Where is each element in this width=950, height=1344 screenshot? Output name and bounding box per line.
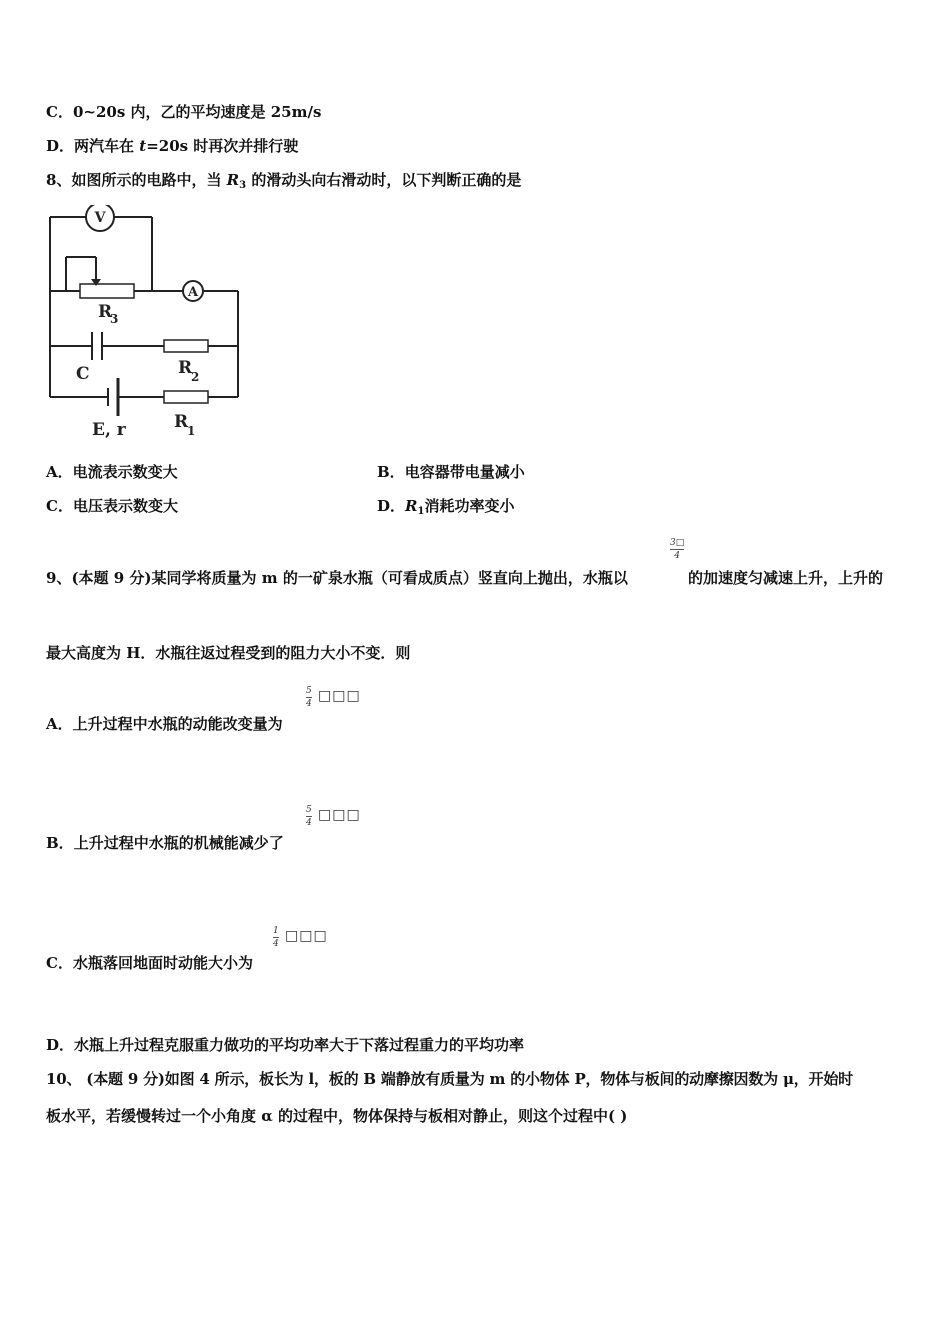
option-label: D． [46,1036,75,1054]
fraction-numerator: 5 [306,805,312,815]
q9-stem-line1-tail [688,568,883,588]
q10-stem-line2 [46,1106,627,1126]
q9-option-a [46,714,283,734]
option-text: 电容器带电量减小 [404,463,525,481]
q8-option-d [377,496,514,522]
fraction-numerator: 3□ [670,538,685,548]
variable-r: R [405,497,418,515]
slider-arrow-icon [91,279,101,286]
question-number: 8、 [46,171,72,189]
q10-stem-line1 [46,1069,853,1089]
option-label: C． [46,954,73,972]
option-label: D． [377,497,406,515]
stem-text: 的加速度匀减速上升，上升的 [688,569,884,587]
option-text: 消耗功率变小 [424,497,515,515]
fraction-denominator: 4 [273,939,279,949]
fraction-numerator: 1 [273,926,279,936]
q9-option-b [46,833,284,853]
q9-a-missing-glyphs: □□□ [318,688,361,704]
fraction-denominator: 4 [306,818,312,828]
option-text: 电流表示数变大 [72,463,178,481]
fraction-denominator: 4 [306,699,312,709]
q9-option-d [46,1035,524,1055]
ammeter-label: A [187,285,199,300]
subscript: 1 [417,506,425,517]
q9-option-c [46,953,253,973]
option-label: A． [46,463,73,481]
fraction-denominator: 4 [674,551,680,561]
option-label: C． [46,497,73,515]
question-number: 10、 [46,1070,82,1088]
q9-b-fraction [306,805,312,828]
r2-subscript: 2 [191,370,200,384]
fraction-bar [273,937,279,938]
r3-label: R [98,302,113,322]
q8-option-a [46,462,178,482]
q7-option-c [46,102,321,122]
fraction-bar [306,697,312,698]
q8-option-c [46,496,178,516]
stem-text: 如图所示的电路中，当 [71,171,227,189]
q8-option-b [377,462,525,482]
stem-text: 的滑动头向右滑动时，以下判断正确的是 [246,171,522,189]
r3-subscript: 3 [110,312,119,326]
option-text: 水瓶落回地面时动能大小为 [72,954,253,972]
q7-option-d [46,136,298,156]
fraction-bar [306,816,312,817]
accel-fraction [670,538,684,561]
q9-a-fraction [306,686,312,709]
subscript: 3 [239,180,247,191]
capacitor-label: C [76,364,90,384]
option-text: 上升过程中水瓶的动能改变量为 [72,715,283,733]
option-text: 水瓶上升过程克服重力做功的平均功率大于下落过程重力的平均功率 [74,1036,525,1054]
option-text: =20s 时再次并排行驶 [146,137,299,155]
option-label: A． [46,715,73,733]
question-number: 9、 [46,569,72,587]
voltmeter-label: V [94,210,106,226]
r2-label: R [178,358,193,378]
option-label: B． [377,463,405,481]
q9-stem-line1 [46,568,628,588]
option-text: 上升过程中水瓶的机械能减少了 [73,834,284,852]
q9-c-missing-glyphs: □□□ [285,928,328,944]
stem-text: (本题 9 分)如图 4 所示，板长为 l，板的 B 端静放有质量为 m 的小物体 P，物体与板间的动摩擦因数为 μ，开始时 [81,1070,853,1088]
option-text: 电压表示数变大 [72,497,178,515]
option-label: B． [46,834,74,852]
variable-t: t [139,137,147,155]
option-label: C． [46,103,73,121]
fraction-bar [670,549,684,550]
stem-text: (本题 9 分)某同学将质量为 m 的一矿泉水瓶（可看成质点）竖直向上抛出，水瓶以 [71,569,628,587]
option-text: 两汽车在 [74,137,140,155]
q9-c-fraction [273,926,279,949]
r1-label: R [174,412,189,432]
option-label: D． [46,137,75,155]
stem-text: 板水平，若缓慢转过一个小角度 α 的过程中，物体保持与板相对静止，则这个过程中( ) [46,1107,628,1125]
q9-stem-line2 [46,643,410,663]
battery-label: E, r [92,420,126,440]
q8-stem [46,170,521,196]
stem-text: 最大高度为 H．水瓶往返过程受到的阻力大小不变．则 [46,644,411,662]
fraction-numerator: 5 [306,686,312,696]
circuit-diagram [46,205,246,443]
variable-r: R [226,171,240,189]
q9-b-missing-glyphs: □□□ [318,807,361,823]
option-text: 0~20s 内，乙的平均速度是 25m/s [72,103,322,121]
r1-subscript: 1 [187,424,196,438]
